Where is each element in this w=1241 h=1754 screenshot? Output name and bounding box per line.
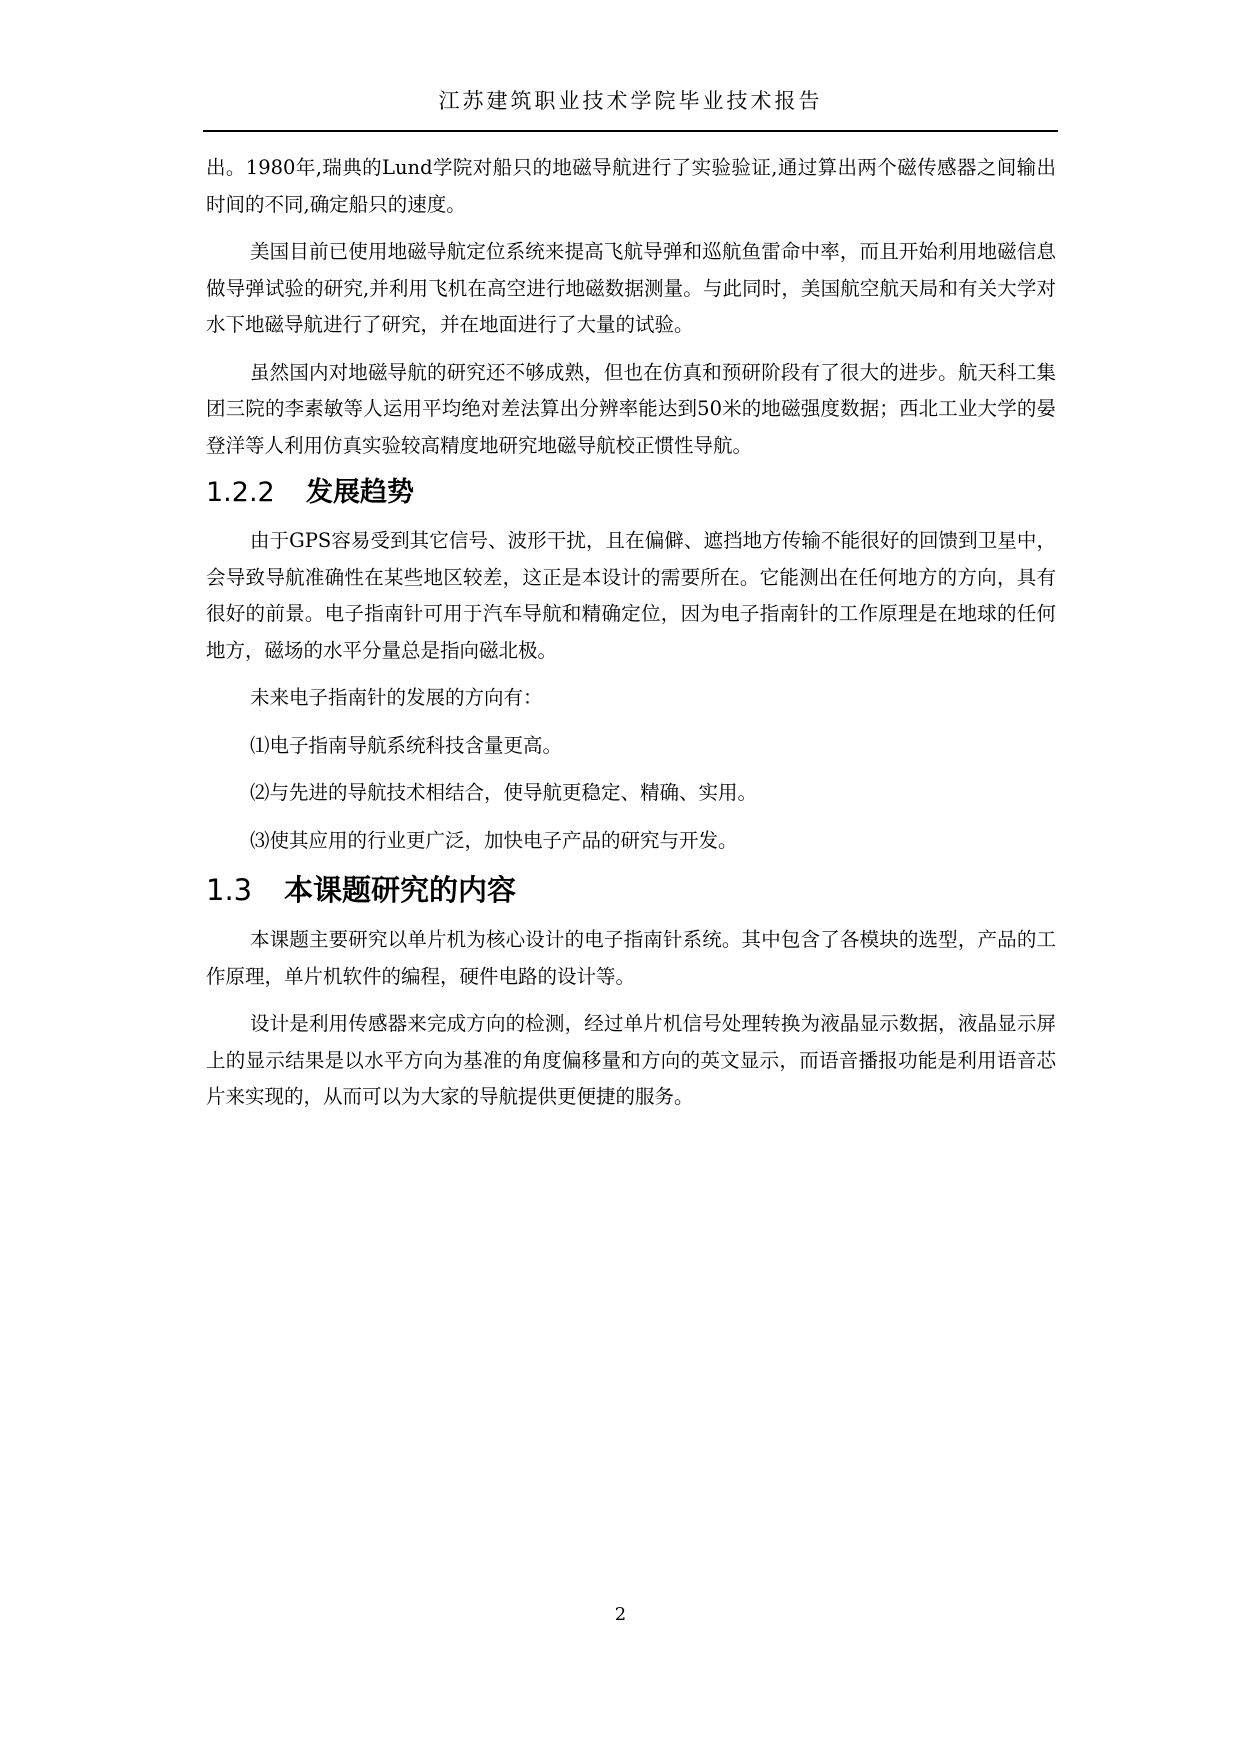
section-number: 1.2.2: [206, 477, 275, 508]
section-heading-1-2-2: [206, 475, 1056, 511]
paragraph-domestic-research: 虽然国内对地磁导航的研究还不够成熟，但也在仿真和预研阶段有了很大的进步。航天科工集团三院的李素敏等人运用平均绝对差法算出分辨率能达到50米的地磁强度数据；西北工业大学的晏登洋等人利用仿真实验较高精度地研究地磁导航校正惯性导航。: [206, 360, 1056, 457]
section-title: 发展趋势: [306, 477, 414, 508]
list-item: ⑶使其应用的行业更广泛，加快电子产品的研究与开发。: [250, 828, 738, 852]
header-divider: [203, 130, 1058, 132]
section-heading-1-3: [206, 870, 1056, 910]
paragraph-research-scope: 本课题主要研究以单片机为核心设计的电子指南针系统。其中包含了各模块的选型，产品的工作原理，单片机软件的编程，硬件电路的设计等。: [206, 928, 1056, 988]
paragraph-us-navigation: 美国目前已使用地磁导航定位系统来提高飞航导弹和巡航鱼雷命中率，而且开始利用地磁信息做导弹试验的研究,并利用飞机在高空进行地磁数据测量。与此同时，美国航空航天局和有关大学对水下地磁导航进行了研究，并在地面进行了大量的试验。: [206, 240, 1056, 336]
page-header: 江苏建筑职业技术学院毕业技术报告: [438, 89, 823, 113]
paragraph-continuation: 出。1980年,瑞典的Lund学院对船只的地磁导航进行了实验验证,通过算出两个磁传感器之间输出时间的不同,确定船只的速度。: [206, 156, 1056, 216]
page-number: 2: [614, 1604, 627, 1625]
section-number: 1.3: [206, 873, 253, 907]
list-item: ⑴电子指南导航系统科技含量更高。: [250, 733, 563, 757]
paragraph-gps-limitations: 由于GPS容易受到其它信号、波形干扰，且在偏僻、遮挡地方传输不能很好的回馈到卫星中，会导致导航准确性在某些地区较差，这正是本设计的需要所在。它能测出在任何地方的方向，具有很好的前景。电子指南针可用于汽车导航和精确定位，因为电子指南针的工作原理是在地球的任何地方，磁场的水平分量总是指向磁北极。: [206, 529, 1056, 662]
section-title: 本课题研究的内容: [284, 873, 517, 907]
list-item: ⑵与先进的导航技术相结合，使导航更稳定、精确、实用。: [250, 781, 758, 804]
paragraph-design-description: 设计是利用传感器来完成方向的检测，经过单片机信号处理转换为液晶显示数据，液晶显示屏上的显示结果是以水平方向为基准的角度偏移量和方向的英文显示，而语音播报功能是利用语音芯片来实现的，从而可以为大家的导航提供更便捷的服务。: [206, 1012, 1056, 1108]
paragraph-future-directions-intro: 未来电子指南针的发展的方向有：: [250, 686, 543, 709]
page-body: [206, 150, 1056, 1127]
